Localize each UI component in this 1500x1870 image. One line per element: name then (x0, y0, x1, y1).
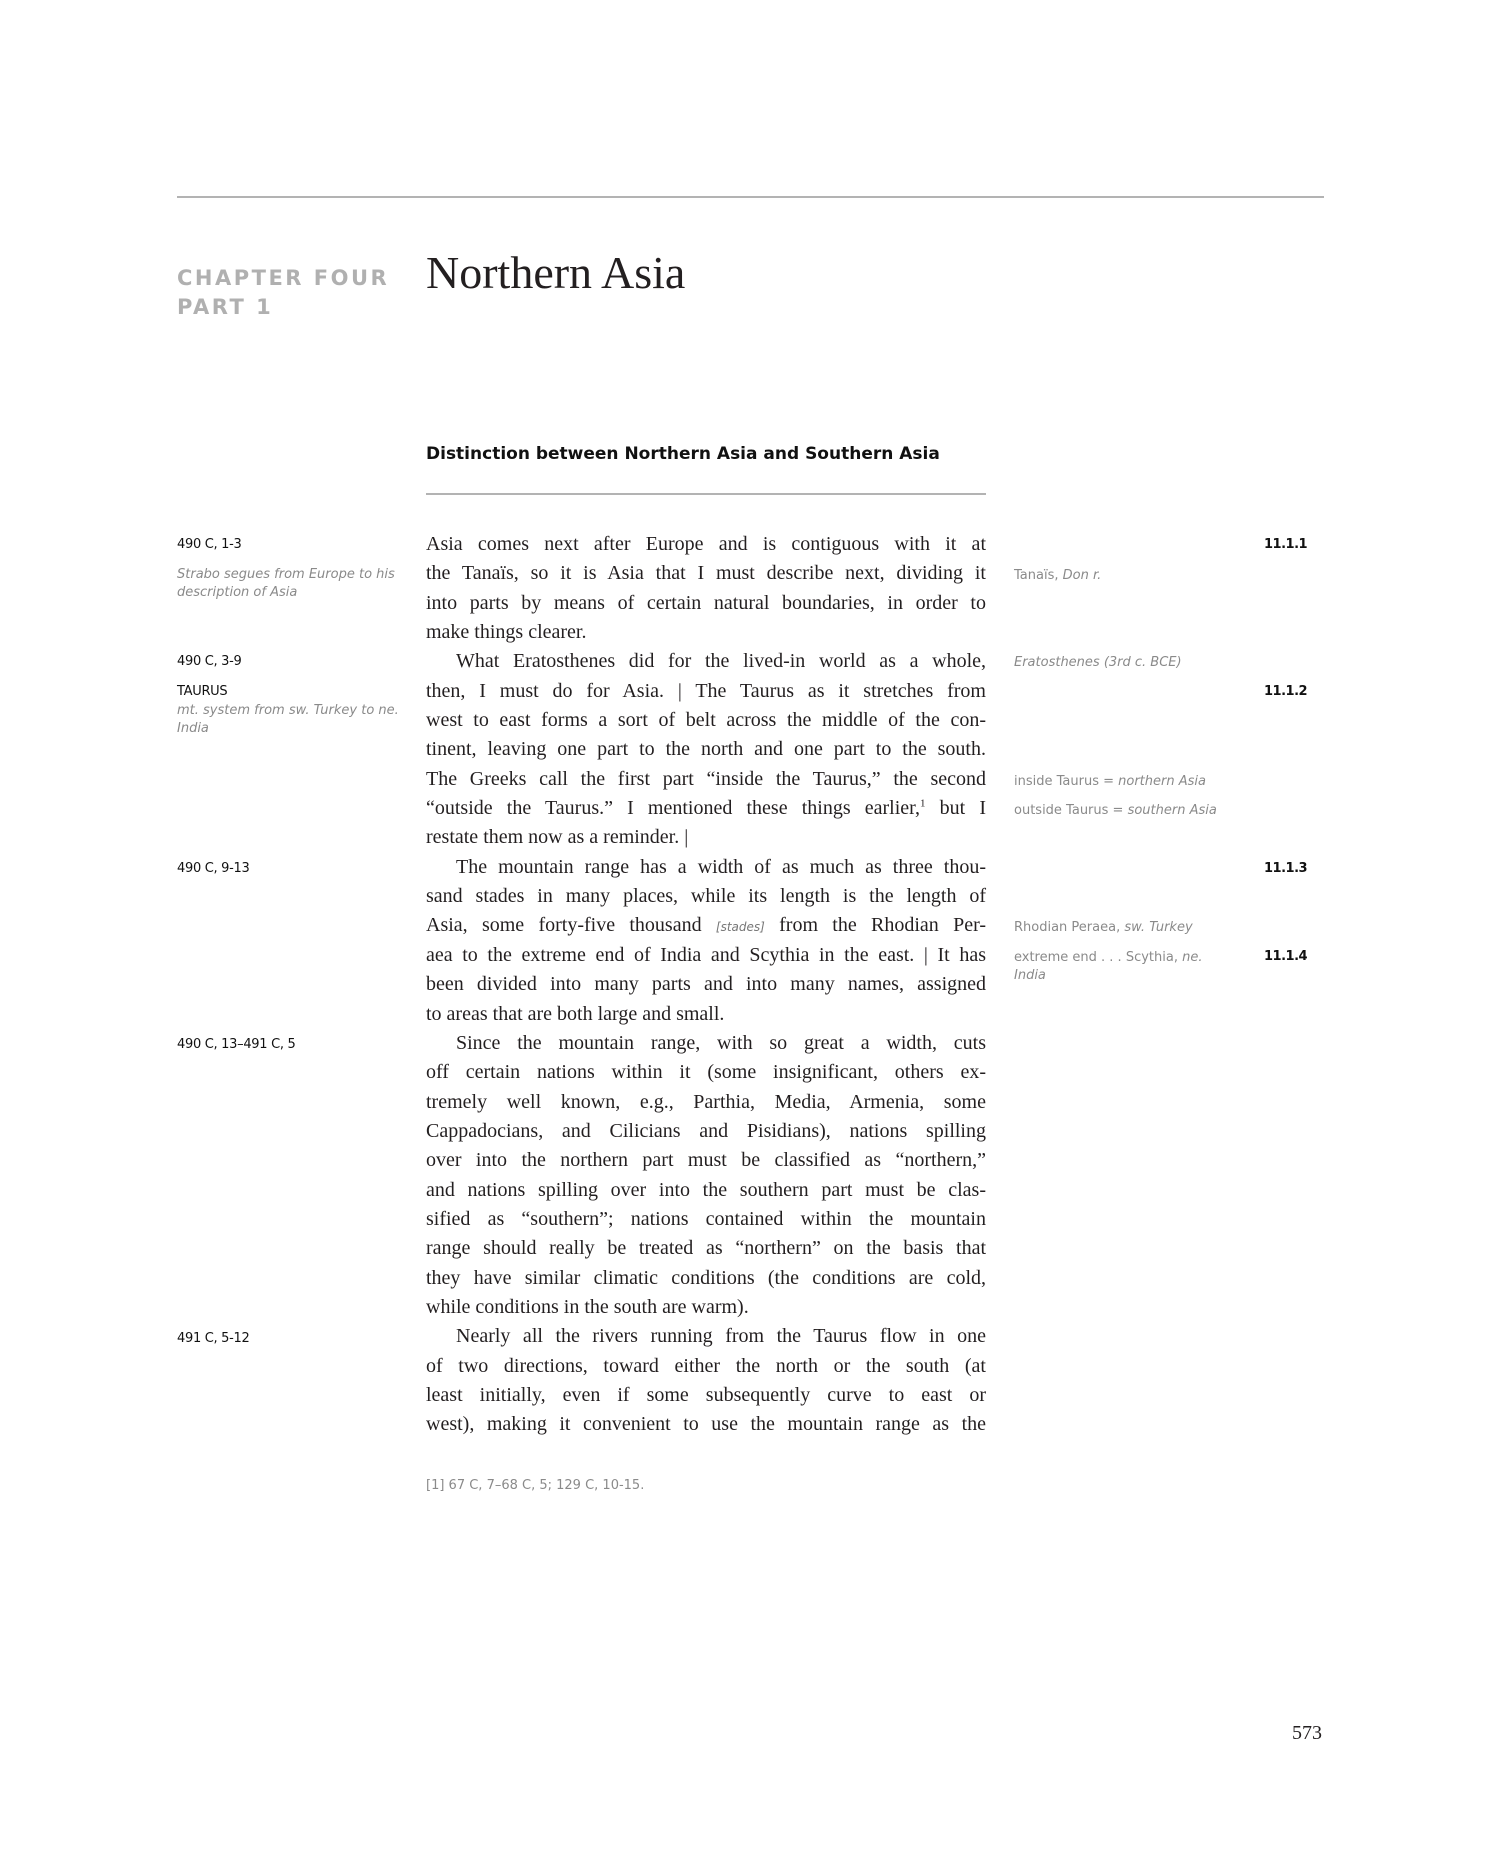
margin-note: Strabo segues from Europe to his description of Asia (177, 567, 395, 600)
gloss-text: northern Asia (1118, 774, 1206, 789)
section-number: 11.1.3 (1264, 861, 1308, 876)
margin-ref: 490 C, 3-9 (177, 654, 242, 669)
body-line (426, 911, 986, 940)
gloss-text: sw. Turkey (1124, 920, 1193, 935)
body-text (426, 530, 986, 1440)
body-line (426, 794, 986, 823)
body-line (426, 1410, 986, 1439)
body-line (426, 941, 986, 970)
text-segment: then, I must do for Asia. | The Taurus as it stretches from (426, 679, 986, 702)
text-segment: off certain nations within it (some insignificant, others ex- (426, 1061, 986, 1084)
section-heading: Distinction between Northern Asia and Southern Asia (426, 444, 940, 464)
body-line (426, 1293, 986, 1322)
margin-ref: 490 C, 9-13 (177, 861, 250, 876)
text-segment: the Tanaïs, so it is Asia that I must describe next, dividing it (426, 562, 986, 585)
text-segment: What Eratosthenes did for the lived-in world as a whole, (456, 650, 986, 673)
gloss-term: extreme end . . . Scythia, (1014, 950, 1178, 965)
chapter-label: CHAPTER FOUR (177, 266, 390, 290)
margin-ref: 491 C, 5-12 (177, 1331, 250, 1346)
text-segment: over into the northern part must be classified as “northern,” (426, 1149, 986, 1172)
text-segment: Asia, some forty-five thousand (426, 914, 716, 937)
body-line (426, 970, 986, 999)
text-segment: into parts by means of certain natural boundaries, in order to (426, 591, 986, 614)
body-line (426, 823, 986, 852)
body-line (426, 1352, 986, 1381)
gloss-extreme (1014, 949, 1214, 985)
text-segment: Cappadocians, and Cilicians and Pisidians), nations spilling (426, 1119, 986, 1142)
body-line (426, 1088, 986, 1117)
body-line (426, 618, 986, 647)
text-segment: The mountain range has a width of as much as three thou- (456, 855, 986, 878)
body-line (426, 735, 986, 764)
text-segment: Asia comes next after Europe and is contiguous with it at (426, 533, 986, 555)
body-line (426, 1264, 986, 1293)
body-line (426, 1176, 986, 1205)
text-segment: restate them now as a reminder. | (426, 826, 689, 849)
text-segment: range should really be treated as “northern” on the basis that (426, 1237, 986, 1260)
text-segment: while conditions in the south are warm). (426, 1295, 749, 1318)
text-segment: least initially, even if some subsequently curve to east or (426, 1383, 986, 1406)
gloss-outside (1014, 802, 1234, 820)
text-segment: west to east forms a sort of belt across the middle of the con- (426, 709, 986, 732)
page-number: 573 (1292, 1722, 1322, 1744)
editorial-insertion: [stades] (715, 920, 765, 935)
body-line (426, 1146, 986, 1175)
body-line (426, 1058, 986, 1087)
section-number: 11.1.4 (1264, 949, 1308, 964)
gloss-inside (1014, 773, 1234, 791)
place-note: mt. system from sw. Turkey to ne. India (177, 703, 399, 736)
top-rule (177, 196, 1324, 198)
body-line (426, 677, 986, 706)
body-line (426, 1234, 986, 1263)
body-line (426, 1322, 986, 1351)
body-line (426, 853, 986, 882)
text-segment: to areas that are both large and small. (426, 1002, 725, 1025)
text-segment: been divided into many parts and into many names, assigned (426, 973, 986, 996)
text-segment: sand stades in many places, while its length is the length of (426, 885, 986, 908)
text-segment: make things clearer. (426, 621, 587, 644)
text-segment: but I (925, 797, 986, 820)
text-segment: “outside the Taurus.” I mentioned these things earlier, (426, 797, 921, 820)
gloss-text: Eratosthenes (3rd c. BCE) (1014, 655, 1182, 670)
gloss-term: Rhodian Peraea, (1014, 920, 1121, 935)
gloss-text: ne. India (1014, 950, 1203, 983)
text-segment: and nations spilling over into the southern part must be clas- (426, 1178, 986, 1201)
section-number: 11.1.2 (1264, 684, 1308, 699)
text-segment: The Greeks call the first part “inside the Taurus,” the second (426, 767, 986, 790)
gloss-tanais (1014, 567, 1234, 585)
gloss-rhodian (1014, 919, 1234, 937)
gloss-eratosthenes (1014, 654, 1234, 672)
body-line (426, 559, 986, 588)
footnote-marker: 1 (920, 797, 926, 810)
body-line (426, 882, 986, 911)
margin-ref: 490 C, 13–491 C, 5 (177, 1037, 296, 1052)
text-segment: of two directions, toward either the north or the south (at (426, 1354, 986, 1377)
text-segment: tremely well known, e.g., Parthia, Media, Armenia, some (426, 1090, 986, 1113)
part-label: PART 1 (177, 295, 274, 319)
body-line (426, 765, 986, 794)
text-segment: Nearly all the rivers running from the Taurus flow in one (456, 1325, 986, 1348)
gloss-term: outside Taurus = (1014, 803, 1124, 818)
body-line (426, 706, 986, 735)
body-line (426, 647, 986, 676)
text-segment: they have similar climatic conditions (the conditions are cold, (426, 1266, 986, 1289)
gloss-term: Tanaïs, (1014, 568, 1059, 583)
body-line (426, 1381, 986, 1410)
body-line (426, 1205, 986, 1234)
chapter-title: Northern Asia (426, 247, 686, 298)
body-line (426, 1029, 986, 1058)
section-rule (426, 493, 986, 495)
gloss-term: inside Taurus = (1014, 774, 1114, 789)
body-line (426, 589, 986, 618)
gloss-text: southern Asia (1127, 803, 1217, 818)
text-segment: tinent, leaving one part to the north and one part to the south. (426, 738, 986, 761)
text-segment: from the Rhodian Per- (764, 914, 986, 937)
body-line (426, 1000, 986, 1029)
margin-ref: 490 C, 1-3 (177, 537, 242, 552)
body-line (426, 1117, 986, 1146)
text-segment: west), making it convenient to use the mountain range as the (426, 1413, 986, 1436)
footnote: [1] 67 C, 7–68 C, 5; 129 C, 10-15. (426, 1478, 645, 1493)
section-number: 11.1.1 (1264, 537, 1308, 552)
text-segment: Since the mountain range, with so great a width, cuts (456, 1031, 986, 1054)
text-segment: sified as “southern”; nations contained within the mountain (426, 1207, 986, 1230)
body-line (426, 530, 986, 559)
place-heading: TAURUS (177, 684, 228, 699)
gloss-text: Don r. (1062, 568, 1102, 583)
text-segment: aea to the extreme end of India and Scythia in the east. | It has (426, 943, 986, 966)
